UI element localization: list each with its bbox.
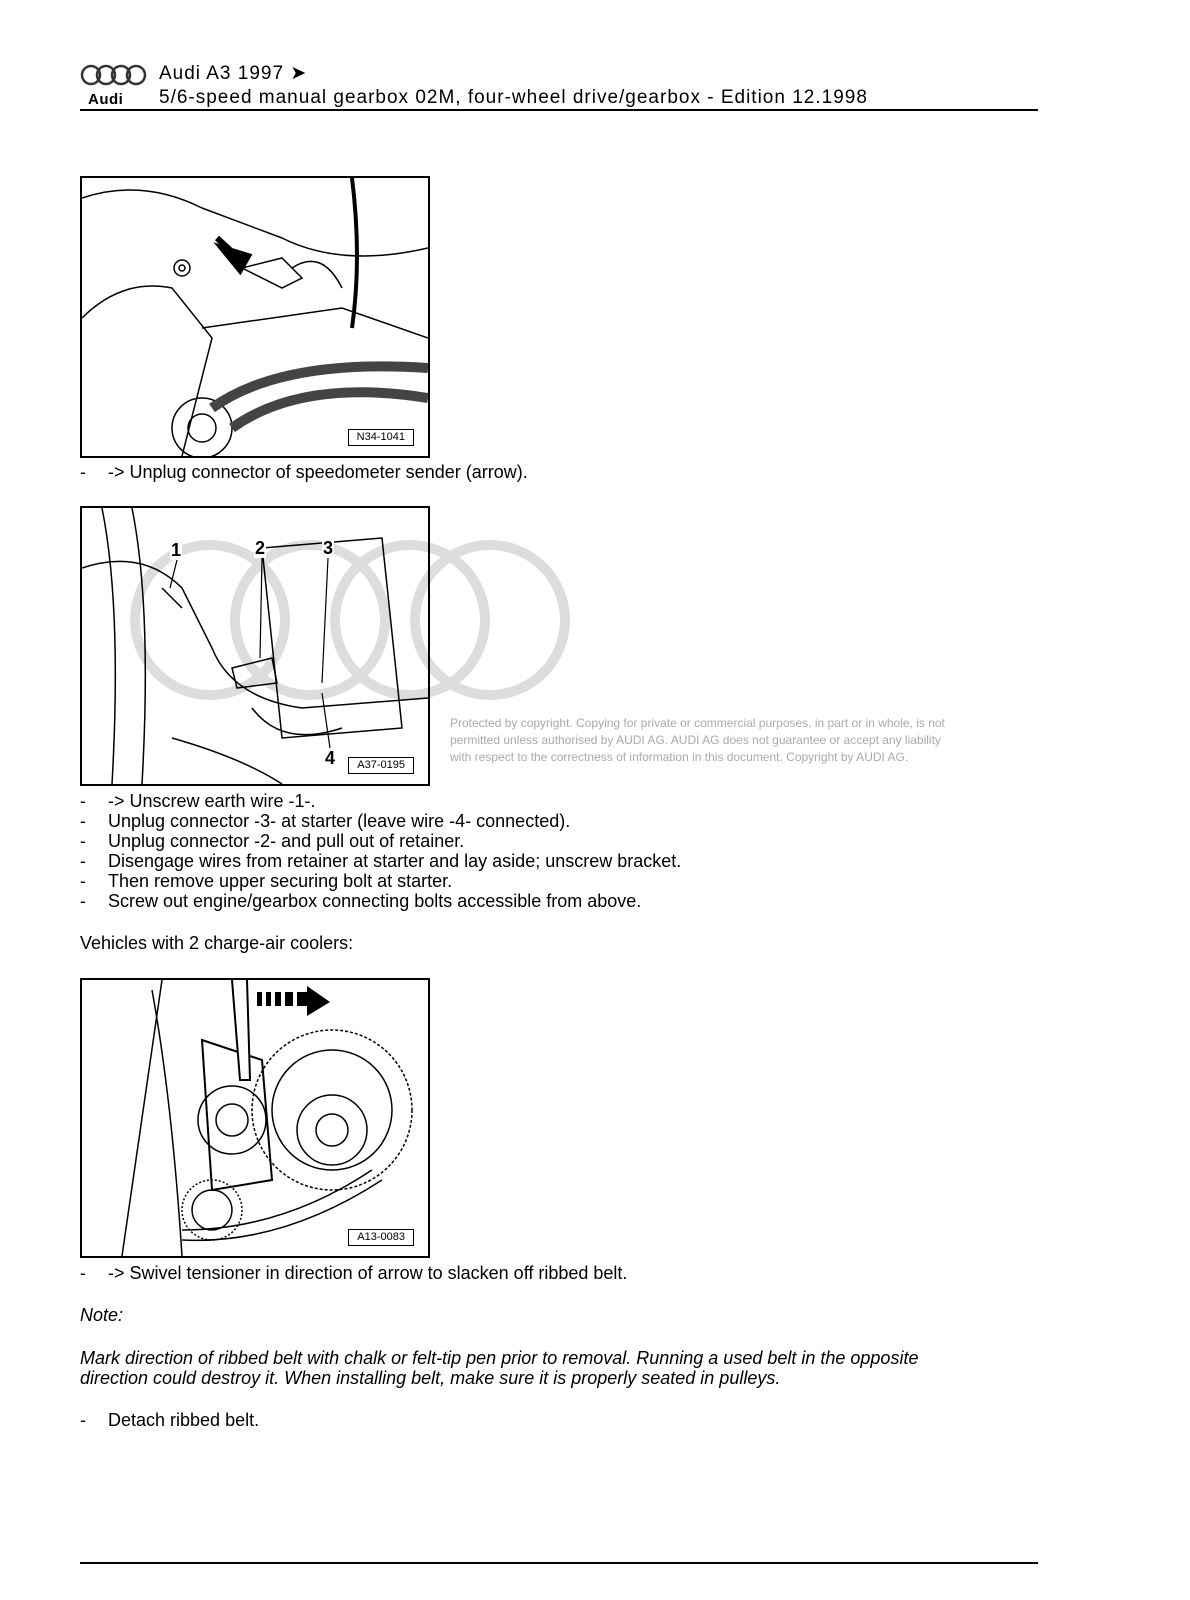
copyright-watermark: with respect to the correctness of information in this document. Copyright by AUDI AG. [450,750,909,764]
callout-4: 4 [325,748,336,768]
section-heading: Vehicles with 2 charge-air coolers: [80,933,354,953]
callout-1: 1 [171,540,182,560]
callout-3: 3 [323,538,334,558]
direction-arrow-icon [257,986,330,1016]
step-item: - -> Unscrew earth wire -1-. [80,791,316,811]
audi-wordmark: Audi [88,91,124,108]
audi-rings-logo [80,64,148,86]
figure-code: A13-0083 [348,1229,414,1246]
step-item: - Disengage wires from retainer at starter and lay aside; unscrew bracket. [80,851,682,871]
step-item: - Then remove upper securing bolt at starter. [80,871,453,891]
header-rule [80,109,1038,111]
step-item: - Unplug connector -3- at starter (leave wire -4- connected). [80,811,571,831]
illustration-tensioner [82,980,428,1256]
note-label: Note: [80,1305,124,1325]
step-item: - -> Unplug connector of speedometer sender (arrow). [80,462,528,482]
note-text: Mark direction of ribbed belt with chalk or felt-tip pen prior to removal. Running a used belt in the opposite [80,1348,919,1368]
figure-belt-tensioner [80,978,430,1258]
copyright-watermark: permitted unless authorised by AUDI AG. AUDI AG does not guarantee or accept any liability [450,733,941,747]
manual-title: Audi A3 1997 ➤ [159,63,308,84]
illustration-speedometer [82,178,428,456]
figure-speedometer-sender [80,176,430,458]
copyright-watermark: Protected by copyright. Copying for private or commercial purposes, in part or in whole, is not [450,716,945,730]
step-item: - Unplug connector -2- and pull out of retainer. [80,831,465,851]
figure-starter-wiring [80,506,430,786]
figure-code: A37-0195 [348,757,414,774]
step-item: - Detach ribbed belt. [80,1410,260,1430]
step-item: - -> Swivel tensioner in direction of arrow to slacken off ribbed belt. [80,1263,628,1283]
arrow-icon [217,238,248,270]
manual-subtitle: 5/6-speed manual gearbox 02M, four-wheel drive/gearbox - Edition 12.1998 [159,87,868,108]
step-item: - Screw out engine/gearbox connecting bolts accessible from above. [80,891,642,911]
figure-code: N34-1041 [348,429,414,446]
footer-rule [80,1562,1038,1564]
note-text: direction could destroy it. When installing belt, make sure it is properly seated in pulleys. [80,1368,781,1388]
callout-2: 2 [255,538,266,558]
